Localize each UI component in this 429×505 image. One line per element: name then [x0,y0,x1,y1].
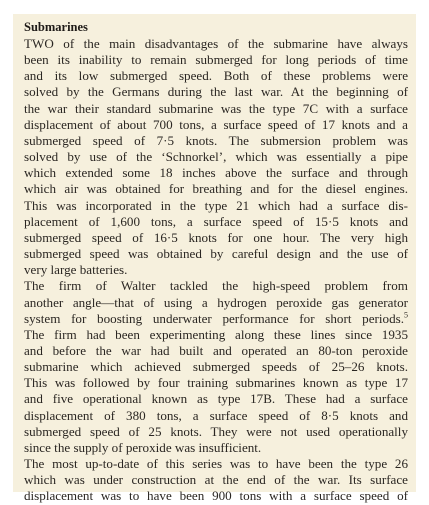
text-line-content: system for boosting underwater performance for short periods. [24,310,404,326]
paragraph-2 [24,278,408,456]
text-line: TWO of the main disadvantages of the submarine have always [24,36,408,51]
text-line: solved by the Germans during the last war. At the beginning of [24,84,408,100]
text-line: submerged speed of 16·5 knots for one hour. The very high [24,229,408,245]
text-line: displacement of about 700 tons, a surface speed of 17 knots and a [24,116,408,132]
text-line: which extended some 18 inches above the surface and through [24,165,408,181]
text-line: This was followed by four training submarines known as type 17 [24,375,408,391]
text-line: submerged speed was obtained by careful design and the use of [24,246,408,262]
text-line: displacement was to have been 900 tons with a surface speed of [24,488,408,504]
text-line: which air was obtained for breathing and for the diesel engines. [24,181,408,197]
footnote-marker: 5 [404,310,408,320]
text-line: submerged speed of 7·5 knots. The submersion problem was [24,132,408,148]
text-line: submerged speed of 25 knots. They were not used operationally [24,423,408,439]
text-line: and before the war had built and operated an 80-ton peroxide [24,342,408,358]
text-line: another angle—that of using a hydrogen peroxide gas generator [24,294,408,310]
text-line: and five operational known as type 17B. These had a surface [24,391,408,407]
text-line: which was under construction at the end of the war. Its surface [24,472,408,488]
text-line: This was incorporated in the type 21 which had a surface dis- [24,197,408,213]
text-line-with-footnote [24,311,408,327]
text-line: very large batteries. [24,262,128,278]
text-line: placement of 1,600 tons, a surface speed of 15·5 knots and [24,213,408,229]
book-page [13,14,416,504]
section-heading: Submarines [24,20,88,34]
text-line: The firm had been experimenting along these lines since 1935 [24,326,408,342]
text-line: the war their standard submarine was the type 7C with a surface [24,100,408,116]
text-line: displacement of 380 tons, a surface speed of 8·5 knots and [24,407,408,423]
paragraph-1 [24,36,408,278]
text-line: been its inability to remain submerged for long periods of time [24,52,408,68]
text-line: The most up-to-date of this series was to have been the type 26 [24,456,408,472]
text-line: solved by use of the ‘Schnorkel’, which was essentially a pipe [24,149,408,165]
text-line: and its low submerged speed. Both of these problems were [24,68,408,84]
text-line: since the supply of peroxide was insufficient. [24,439,262,455]
text-line: submarine which achieved submerged speeds of 25–26 knots. [24,359,408,375]
text-line: The firm of Walter tackled the high-speed problem from [24,278,408,294]
paragraph-3 [24,456,408,504]
